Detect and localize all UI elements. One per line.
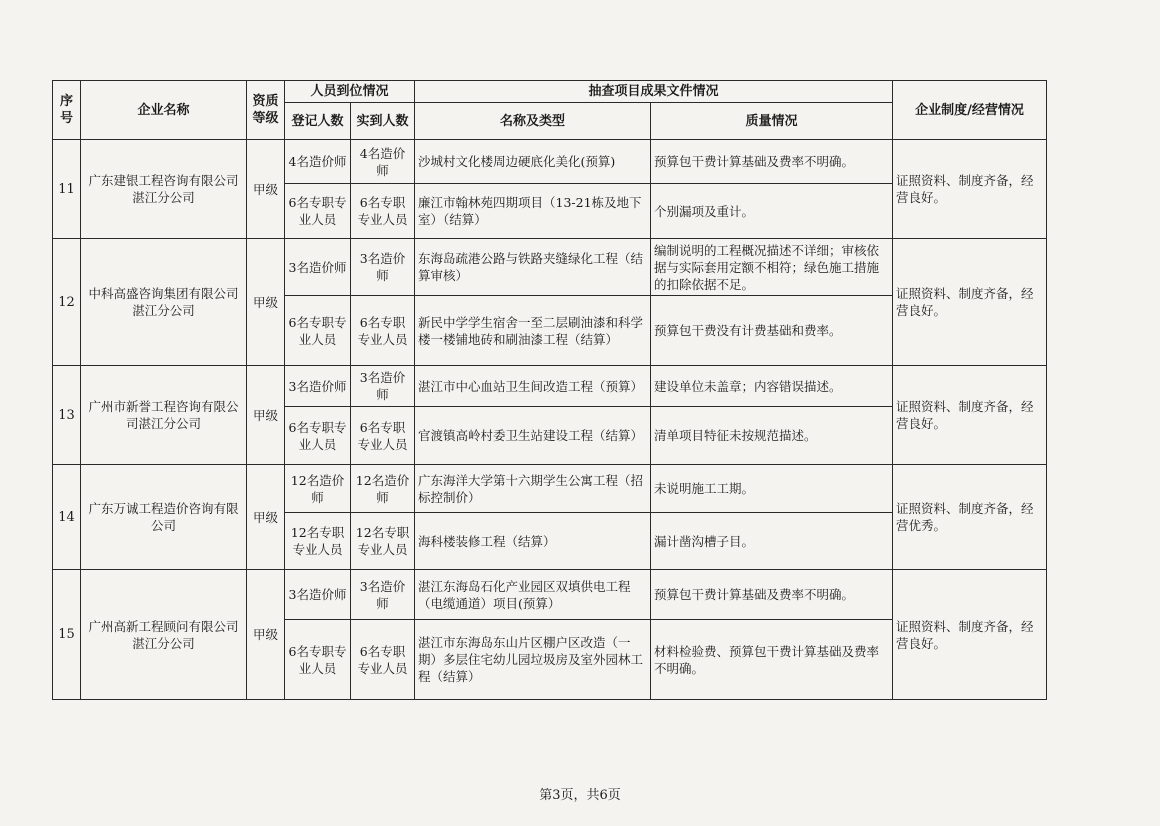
registered-count: 6名专职专业人员: [285, 184, 351, 239]
registered-count: 6名专职专业人员: [285, 296, 351, 366]
grade: 甲级: [247, 570, 285, 700]
table-row: [53, 239, 1047, 296]
registered-count: 6名专职专业人员: [285, 407, 351, 465]
grade: 甲级: [247, 239, 285, 366]
table-row: [53, 366, 1047, 407]
header-name-type: 名称及类型: [415, 103, 651, 140]
row-seq: 14: [53, 465, 81, 570]
grade: 甲级: [247, 366, 285, 465]
operation-status: 证照资料、制度齐备，经营良好。: [893, 366, 1047, 465]
project-name: 新民中学学生宿舍一至二层刷油漆和科学楼一楼铺地砖和刷油漆工程（结算）: [415, 296, 651, 366]
quality-note: 建设单位未盖章；内容错误描述。: [651, 366, 893, 407]
project-name: 沙城村文化楼周边硬底化美化(预算): [415, 140, 651, 184]
actual-count: 3名造价师: [351, 570, 415, 620]
grade: 甲级: [247, 465, 285, 570]
header-actual: 实到人数: [351, 103, 415, 140]
registered-count: 3名造价师: [285, 366, 351, 407]
header-project-group: 抽查项目成果文件情况: [415, 81, 893, 103]
operation-status: 证照资料、制度齐备，经营良好。: [893, 239, 1047, 366]
actual-count: 6名专职专业人员: [351, 620, 415, 700]
table-row: [53, 140, 1047, 184]
actual-count: 12名造价师: [351, 465, 415, 513]
quality-note: 清单项目特征未按规范描述。: [651, 407, 893, 465]
quality-note: 预算包干费计算基础及费率不明确。: [651, 140, 893, 184]
quality-note: 个别漏项及重计。: [651, 184, 893, 239]
quality-note: 预算包干费没有计费基础和费率。: [651, 296, 893, 366]
table-row: [53, 570, 1047, 620]
actual-count: 6名专职专业人员: [351, 407, 415, 465]
header-company: 企业名称: [81, 81, 247, 140]
project-name: 海科楼装修工程（结算）: [415, 513, 651, 570]
project-name: 湛江东海岛石化产业园区双填供电工程（电缆通道）项目(预算）: [415, 570, 651, 620]
header-registered: 登记人数: [285, 103, 351, 140]
header-quality: 质量情况: [651, 103, 893, 140]
project-name: 廉江市翰林苑四期项目（13-21栋及地下室）（结算）: [415, 184, 651, 239]
project-name: 湛江市东海岛东山片区棚户区改造（一期）多层住宅幼儿园垃圾房及室外园林工程（结算）: [415, 620, 651, 700]
registered-count: 4名造价师: [285, 140, 351, 184]
table-header: [53, 81, 1047, 140]
operation-status: 证照资料、制度齐备，经营优秀。: [893, 465, 1047, 570]
project-name: 官渡镇高岭村委卫生站建设工程（结算）: [415, 407, 651, 465]
row-seq: 12: [53, 239, 81, 366]
company-name: 广东万诚工程造价咨询有限公司: [81, 465, 247, 570]
quality-note: 材料检验费、预算包干费计算基础及费率不明确。: [651, 620, 893, 700]
header-grade: 资质等级: [247, 81, 285, 140]
row-seq: 13: [53, 366, 81, 465]
table-row: [53, 465, 1047, 513]
page-number: 第3页，共6页: [539, 788, 621, 803]
registered-count: 12名造价师: [285, 465, 351, 513]
actual-count: 3名造价师: [351, 239, 415, 296]
actual-count: 3名造价师: [351, 366, 415, 407]
quality-note: 编制说明的工程概况描述不详细；审核依据与实际套用定额不相符；绿色施工措施的扣除依据不足。: [651, 239, 893, 296]
registered-count: 6名专职专业人员: [285, 620, 351, 700]
actual-count: 6名专职专业人员: [351, 184, 415, 239]
actual-count: 4名造价师: [351, 140, 415, 184]
actual-count: 12名专职专业人员: [351, 513, 415, 570]
operation-status: 证照资料、制度齐备，经营良好。: [893, 140, 1047, 239]
header-operation: 企业制度/经营情况: [893, 81, 1047, 140]
company-name: 广州高新工程顾问有限公司湛江分公司: [81, 570, 247, 700]
quality-note: 预算包干费计算基础及费率不明确。: [651, 570, 893, 620]
row-seq: 11: [53, 140, 81, 239]
inspection-table: [52, 80, 1047, 700]
table-body: [53, 140, 1047, 700]
project-name: 东海岛疏港公路与铁路夹缝绿化工程（结算审核）: [415, 239, 651, 296]
company-name: 广州市新誉工程咨询有限公司湛江分公司: [81, 366, 247, 465]
project-name: 广东海洋大学第十六期学生公寓工程（招标控制价）: [415, 465, 651, 513]
header-seq: 序号: [53, 81, 81, 140]
quality-note: 未说明施工工期。: [651, 465, 893, 513]
quality-note: 漏计凿沟槽子目。: [651, 513, 893, 570]
registered-count: 12名专职专业人员: [285, 513, 351, 570]
company-name: 广东建银工程咨询有限公司湛江分公司: [81, 140, 247, 239]
operation-status: 证照资料、制度齐备，经营良好。: [893, 570, 1047, 700]
row-seq: 15: [53, 570, 81, 700]
registered-count: 3名造价师: [285, 570, 351, 620]
company-name: 中科高盛咨询集团有限公司湛江分公司: [81, 239, 247, 366]
registered-count: 3名造价师: [285, 239, 351, 296]
grade: 甲级: [247, 140, 285, 239]
project-name: 湛江市中心血站卫生间改造工程（预算）: [415, 366, 651, 407]
actual-count: 6名专职专业人员: [351, 296, 415, 366]
header-staff-group: 人员到位情况: [285, 81, 415, 103]
